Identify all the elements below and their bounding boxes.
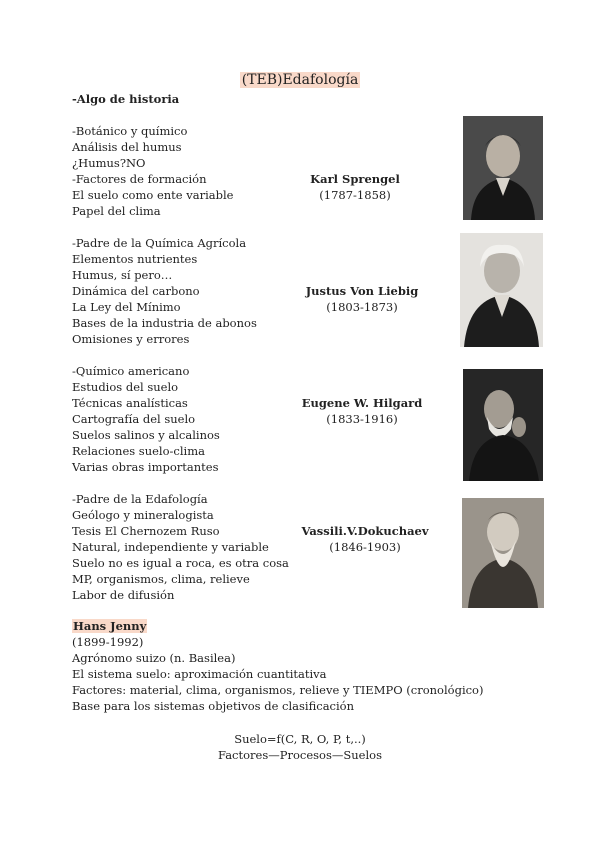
note-line: Humus, sí pero… (72, 268, 173, 282)
note-line: Tesis El Chernozem Ruso (72, 524, 220, 538)
section-heading: -Algo de historia (72, 92, 180, 106)
note-line: Factores: material, clima, organismos, relieve y TIEMPO (cronológico) (72, 683, 484, 697)
note-line: Elementos nutrientes (72, 252, 198, 266)
scientist-name: Vassili.V.Dokuchaev (301, 524, 429, 538)
scientist-caption-hilgard (297, 395, 427, 427)
note-line: Técnicas analísticas (72, 396, 188, 410)
note-line: (1899-1992) (72, 635, 144, 649)
portrait-photo-hilgard (463, 369, 543, 481)
note-line: El suelo como ente variable (72, 188, 234, 202)
note-line: -Padre de la Química Agrícola (72, 236, 247, 250)
scientist-caption-dokuchaev (300, 523, 430, 555)
hans-jenny-name: Hans Jenny (73, 619, 147, 633)
note-line: Cartografía del suelo (72, 412, 196, 426)
note-line: Varias obras importantes (72, 460, 219, 474)
note-line: Agrónomo suizo (n. Basilea) (72, 651, 236, 665)
portrait-photo-sprengel (463, 116, 543, 220)
scientist-name: Justus Von Liebig (305, 284, 419, 298)
note-line: Relaciones suelo-clima (72, 444, 205, 458)
note-line: Análisis del humus (72, 140, 182, 154)
scientist-notes-dokuchaev (72, 491, 332, 603)
scientist-name: Eugene W. Hilgard (301, 396, 423, 410)
note-line: Omisiones y errores (72, 332, 190, 346)
scientist-notes-liebig (72, 235, 332, 347)
note-line: Base para los sistemas objetivos de clasificación (72, 699, 355, 713)
scientist-years: (1803-1873) (326, 300, 398, 314)
soil-formula: Suelo=f(C, R, O, P, t,..) (234, 732, 366, 746)
note-line: MP, organismos, clima, relieve (72, 572, 250, 586)
note-line: Suelos salinos y alcalinos (72, 428, 220, 442)
note-line: Bases de la industria de abonos (72, 316, 257, 330)
note-line: Dinámica del carbono (72, 284, 200, 298)
scientist-years: (1846-1903) (329, 540, 401, 554)
scientist-caption-sprengel (290, 171, 420, 203)
note-line: -Padre de la Edafología (72, 492, 208, 506)
factors-processes-soils: Factores—Procesos—Suelos (218, 748, 382, 762)
portrait-photo-liebig (460, 233, 543, 347)
scientist-name: Karl Sprengel (310, 172, 400, 186)
note-line: Natural, independiente y variable (72, 540, 269, 554)
note-line: Geólogo y mineralogista (72, 508, 214, 522)
note-line: El sistema suelo: aproximación cuantitativa (72, 667, 327, 681)
scientist-notes-hilgard (72, 363, 332, 475)
note-line: -Químico americano (72, 364, 190, 378)
note-line: Labor de difusión (72, 588, 175, 602)
scientist-caption-liebig (297, 283, 427, 315)
note-line: Papel del clima (72, 204, 161, 218)
document-title: (TEB)Edafología (241, 72, 359, 88)
hans-jenny-notes (72, 634, 532, 714)
note-line: ¿Humus?NO (72, 156, 146, 170)
note-line: Suelo no es igual a roca, es otra cosa (72, 556, 289, 570)
portrait-photo-dokuchaev (462, 498, 544, 608)
note-line: Estudios del suelo (72, 380, 179, 394)
note-line: -Botánico y químico (72, 124, 188, 138)
note-line: -Factores de formación (72, 172, 207, 186)
scientist-years: (1787-1858) (319, 188, 391, 202)
scientist-years: (1833-1916) (326, 412, 398, 426)
note-line: La Ley del Mínimo (72, 300, 181, 314)
